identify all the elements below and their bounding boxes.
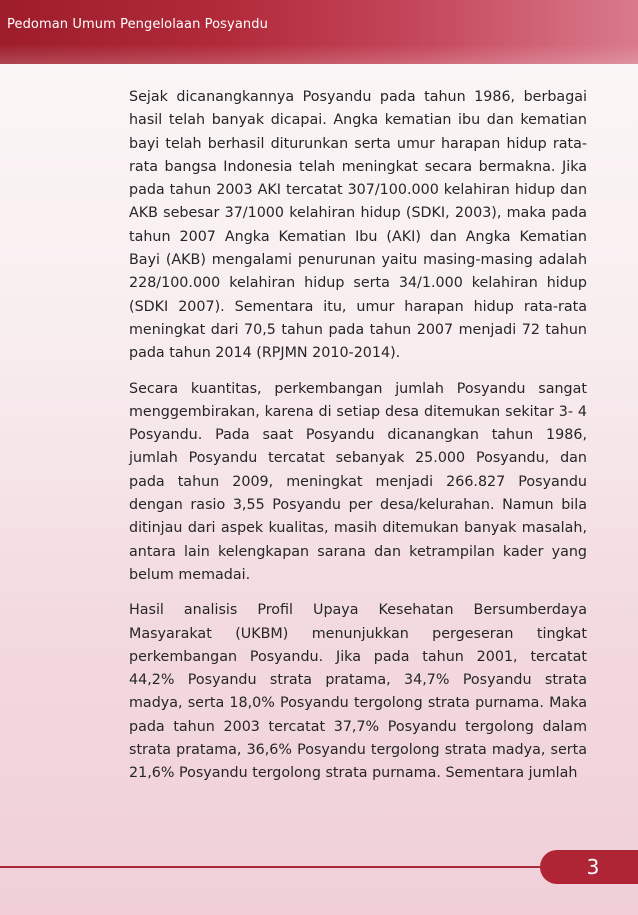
paragraph: Sejak dicanangkannya Posyandu pada tahun 1986, berbagai hasil telah banyak dicapai. Angka kematian ibu dan kematian bayi telah berhasil diturunkan serta umur harapan hidup rata-rata bangsa Indonesia telah meningkat secara bermakna. Jika pada tahun 2003 AKI tercatat 307/100.000 kelahiran hidup dan AKB sebesar 37/1000 kelahiran hidup (SDKI, 2003), maka pada tahun 2007 Angka Kematian Ibu (AKI) dan Angka Kematian Bayi (AKB) mengalami penurunan yaitu masing-masing adalah 228/100.000 kelahiran hidup serta 34/1.000 kelahiran hidup (SDKI 2007). Sementara itu, umur harapan hidup rata-rata meningkat dari 70,5 tahun pada tahun 2007 menjadi 72 tahun pada tahun 2014 (RPJMN 2010-2014). <box>129 89 587 362</box>
body-text <box>129 86 587 798</box>
page-number: 3 <box>586 855 600 879</box>
header-title: Pedoman Umum Pengelolaan Posyandu <box>7 17 268 32</box>
paragraph: Secara kuantitas, perkembangan jumlah Posyandu sangat menggembirakan, karena di setiap desa ditemukan sekitar 3- 4 Posyandu. Pada saat Posyandu dicanangkan tahun 1986, jumlah Posyandu tercatat sebanyak 25.000 Posyandu, dan pada tahun 2009, meningkat menjadi 266.827 Posyandu dengan rasio 3,55 Posyandu per desa/kelurahan. Namun bila ditinjau dari aspek kualitas, masih ditemukan banyak masalah, antara lain kelengkapan sarana dan ketrampilan kader yang belum memadai. <box>129 380 587 583</box>
footer-rule <box>0 866 560 868</box>
paragraph: Hasil analisis Profil Upaya Kesehatan Bersumberdaya Masyarakat (UKBM) menunjukkan pergeseran tingkat perkembangan Posyandu. Jika pada tahun 2001, tercatat 44,2% Posyandu strata pratama, 34,7% Posyandu strata madya, serta 18,0% Posyandu tergolong strata purnama. Maka pada tahun 2003 tercatat 37,7% Posyandu tergolong dalam strata pratama, 36,6% Posyandu tergolong strata madya, serta 21,6% Posyandu tergolong strata purnama. Sementara jumlah <box>129 602 587 782</box>
header-band <box>0 0 638 64</box>
